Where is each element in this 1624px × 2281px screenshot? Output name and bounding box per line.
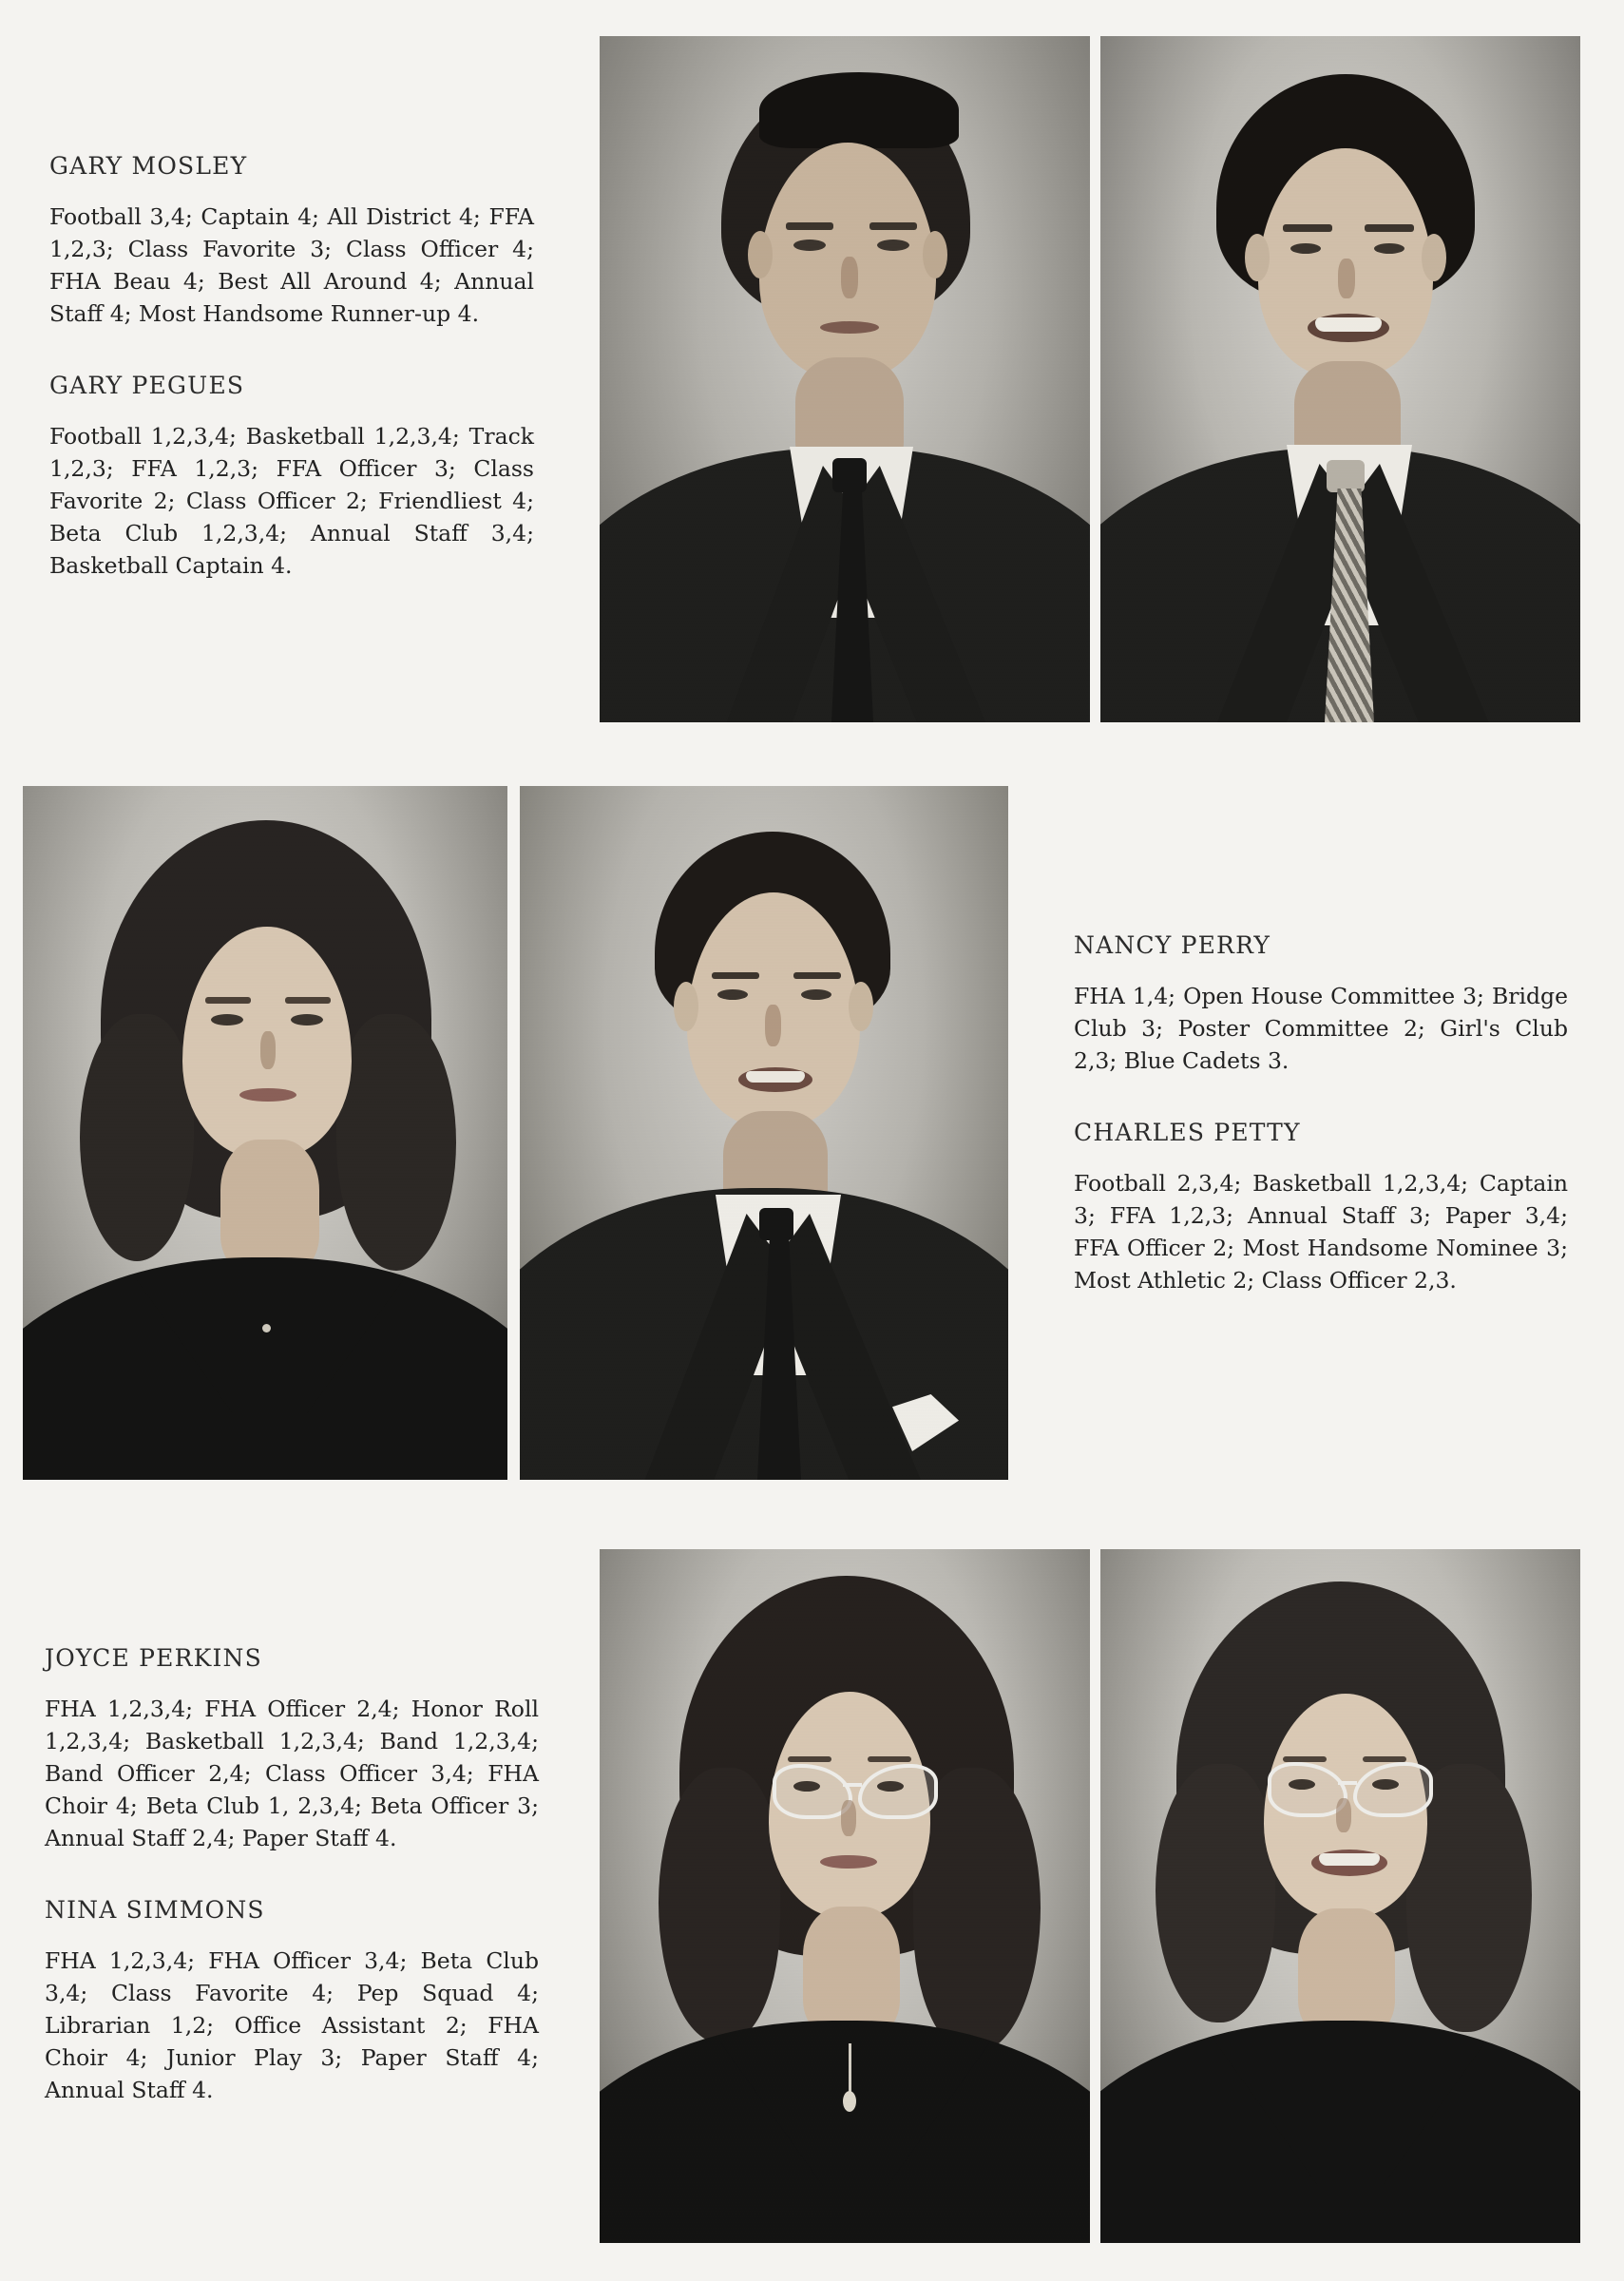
portrait-nina-simmons bbox=[1100, 1549, 1580, 2243]
entry-name-joyce-perkins: JOYCE PERKINS bbox=[45, 1644, 262, 1672]
entry-activities-charles-petty: Football 2,3,4; Basketball 1,2,3,4; Captain 3; FFA 1,2,3; Annual Staff 3; Paper 3,4; FFA Officer 2; Most Handsome Nominee 3; Most Athletic 2; Class Officer 2,3. bbox=[1074, 1170, 1568, 1294]
entry-activities-joyce-perkins: FHA 1,2,3,4; FHA Officer 2,4; Honor Roll 1,2,3,4; Basketball 1,2,3,4; Band 1,2,3,4; Band Officer 2,4; Class Officer 3,4; FHA Choir 4; Beta Club 1, 2,3,4; Beta Officer 3; Annual Staff 2,4; Paper Staff 4. bbox=[45, 1696, 539, 1851]
entry-name-gary-mosley: GARY MOSLEY bbox=[49, 152, 248, 180]
entry-name-gary-pegues: GARY PEGUES bbox=[49, 372, 245, 399]
portrait-gary-pegues bbox=[1100, 36, 1580, 722]
entry-activities-gary-mosley: Football 3,4; Captain 4; All District 4; FFA 1,2,3; Class Favorite 3; Class Officer 4; FHA Beau 4; Best All Around 4; Annual Staff 4; Most Handsome Runner-up 4. bbox=[49, 203, 534, 327]
portrait-gary-mosley bbox=[600, 36, 1090, 722]
entry-activities-nina-simmons: FHA 1,2,3,4; FHA Officer 3,4; Beta Club 3,4; Class Favorite 4; Pep Squad 4; Librarian 1,2; Office Assistant 2; FHA Choir 4; Junior Play 3; Paper Staff 4; Annual Staff 4. bbox=[45, 1947, 539, 2103]
entry-name-charles-petty: CHARLES PETTY bbox=[1074, 1119, 1301, 1146]
text-column-middle-right bbox=[1074, 931, 1568, 1296]
entry-activities-nancy-perry: FHA 1,4; Open House Committee 3; Bridge Club 3; Poster Committee 2; Girl's Club 2,3; Blue Cadets 3. bbox=[1074, 983, 1568, 1074]
entry-activities-gary-pegues: Football 1,2,3,4; Basketball 1,2,3,4; Track 1,2,3; FFA 1,2,3; FFA Officer 3; Class Favorite 2; Class Officer 2; Friendliest 4; Beta Club 1,2,3,4; Annual Staff 3,4; Basketball Captain 4. bbox=[49, 423, 534, 579]
text-column-top-left bbox=[49, 152, 534, 582]
text-column-bottom-left bbox=[45, 1644, 539, 2106]
portrait-charles-petty bbox=[520, 786, 1008, 1480]
portrait-nancy-perry bbox=[23, 786, 507, 1480]
portrait-joyce-perkins bbox=[600, 1549, 1090, 2243]
entry-name-nina-simmons: NINA SIMMONS bbox=[45, 1896, 265, 1924]
entry-name-nancy-perry: NANCY PERRY bbox=[1074, 931, 1271, 959]
